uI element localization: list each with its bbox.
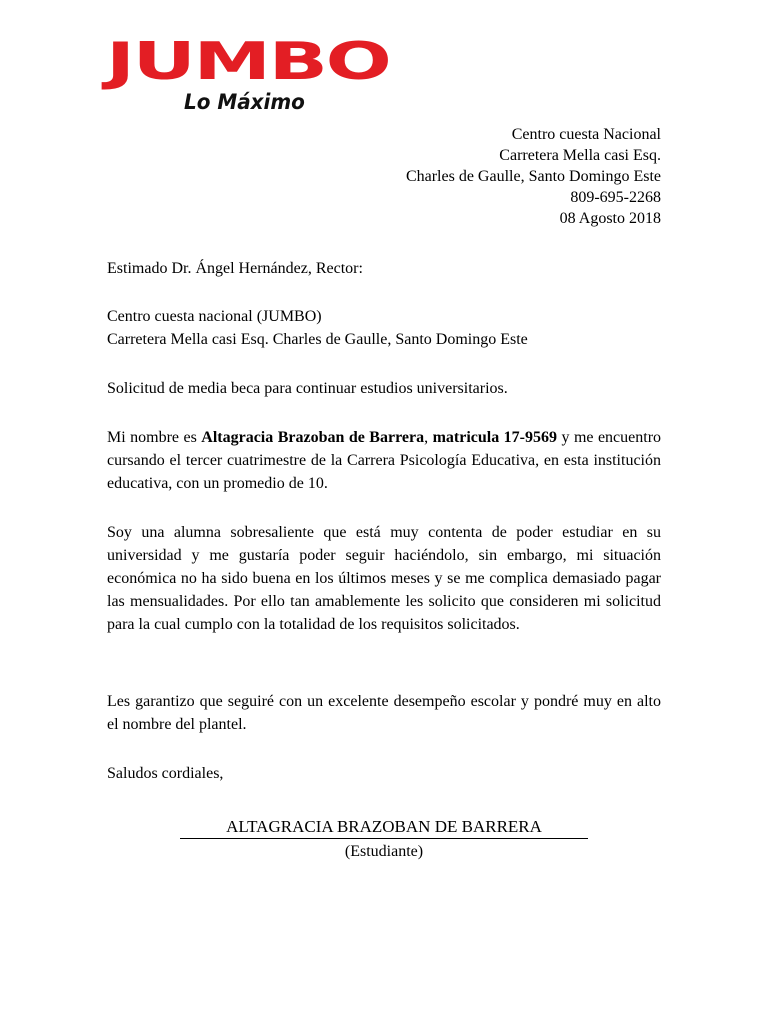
intro-text: Mi nombre es	[107, 429, 202, 446]
student-name: Altagracia Brazoban de Barrera	[201, 429, 425, 446]
sender-address	[406, 124, 661, 229]
signature-block	[180, 816, 588, 863]
signature-name: ALTAGRACIA BRAZOBAN DE BARRERA	[180, 816, 588, 839]
jumbo-logo	[100, 31, 400, 124]
sender-phone: 809-695-2268	[570, 189, 661, 206]
sender-line2: Carretera Mella casi Esq.	[499, 147, 661, 164]
student-id: matricula 17-9569	[432, 429, 558, 446]
closing: Saludos cordiales,	[107, 765, 224, 782]
paragraph-request: Soy una alumna sobresaliente que está muy contenta de poder estudiar en su universidad y me gustaría poder seguir haciéndolo, sin embargo, mi situación económica no ha sido buena en los últimos meses y se me complica demasiado pagar las mensualidades. Por ello tan amablemente les solicito que consideren mi solicitud para la cual cumplo con la totalidad de los requisitos solicitados.	[107, 524, 661, 633]
logo-brand-text: JUMBO	[106, 31, 390, 92]
subject-line: Solicitud de media beca para continuar estudios universitarios.	[107, 380, 508, 397]
salutation: Estimado Dr. Ángel Hernández, Rector:	[107, 260, 363, 277]
logo-tagline: Lo Máximo	[184, 90, 305, 114]
signature-role: (Estudiante)	[344, 843, 424, 860]
intro-rest: y me encuentro cursando el tercer cuatrimestre de la Carrera Psicología Educativa, en esta institución educativa, con un promedio de 10.	[107, 429, 662, 492]
recipient-line2: Carretera Mella casi Esq. Charles de Gaulle, Santo Domingo Este	[107, 331, 528, 348]
paragraph-introduction: Mi nombre es Altagracia Brazoban de Barrera, matricula 17-9569 y me encuentro cursando el tercer cuatrimestre de la Carrera Psicología Educativa, en esta institución educativa, con un promedio de 10.	[107, 429, 662, 492]
recipient-address	[107, 305, 661, 351]
sender-line1: Centro cuesta Nacional	[511, 126, 661, 143]
paragraph-commitment: Les garantizo que seguiré con un excelente desempeño escolar y pondré muy en alto el nombre del plantel.	[107, 693, 661, 733]
sender-line3: Charles de Gaulle, Santo Domingo Este	[405, 168, 661, 185]
recipient-line1: Centro cuesta nacional (JUMBO)	[107, 308, 322, 325]
letter-date: 08 Agosto 2018	[559, 210, 661, 227]
